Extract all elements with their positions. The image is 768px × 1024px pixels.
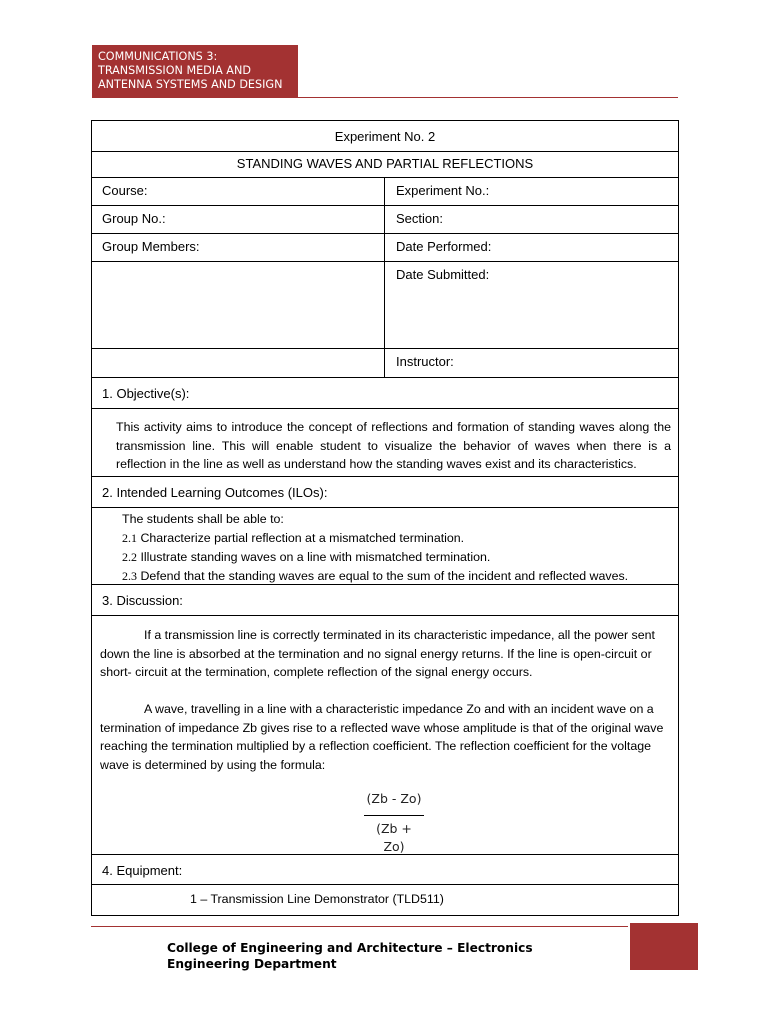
submitted-row	[92, 262, 678, 349]
footer-department: College of Engineering and Architecture – Electronics Engineering Department	[167, 941, 533, 971]
ilo-text: Defend that the standing waves are equal to the sum of the incident and reflected waves.	[140, 569, 629, 583]
formula-denominator: (Zb + Zo)	[376, 820, 412, 854]
ilo-number: 2.1	[122, 531, 137, 545]
instructor-field[interactable]: Instructor:	[396, 354, 454, 369]
course-row	[92, 178, 678, 206]
group-row	[92, 206, 678, 234]
group-members-field[interactable]: Group Members:	[92, 234, 385, 261]
discussion-body	[92, 616, 678, 855]
ilo-number: 2.3	[122, 569, 137, 583]
ilo-text: Characterize partial reflection at a mismatched termination.	[140, 531, 465, 545]
section-field[interactable]: Section:	[396, 211, 443, 226]
instructor-left-blank[interactable]	[92, 349, 385, 377]
header-line-3: ANTENNA SYSTEMS AND DESIGN	[98, 78, 283, 91]
footer-divider	[91, 926, 628, 927]
header-line-1: COMMUNICATIONS 3:	[98, 50, 218, 63]
discussion-heading: 3. Discussion:	[92, 585, 678, 616]
equipment-heading: 4. Equipment:	[92, 855, 678, 885]
discussion-paragraph-1: If a transmission line is correctly terminated in its characteristic impedance, all the power sent down the line is absorbed at the termination and no signal energy returns. If the line is open-circuit or short- circuit at the termination, complete reflection of the signal energy occurs.	[100, 628, 655, 679]
header-divider	[92, 97, 678, 98]
ilo-text: Illustrate standing waves on a line with mismatched termination.	[140, 550, 491, 564]
instructor-row	[92, 349, 678, 378]
course-header-banner	[92, 45, 298, 98]
experiment-title: Experiment No. 2	[92, 121, 678, 152]
list-item	[122, 548, 668, 567]
reflection-coefficient-formula	[364, 790, 424, 857]
header-line-2: TRANSMISSION MEDIA AND	[98, 64, 251, 77]
footer-accent-block	[630, 923, 698, 970]
list-item	[122, 529, 668, 548]
discussion-paragraph-2: A wave, travelling in a line with a characteristic impedance Zo and with an incident wave on a termination of impedance Zb gives rise to a reflected wave whose amplitude is that of the original wave reaching the termination multiplied by a reflection coefficient. The reflection coefficient for the voltage wave is determined by using the formula:	[100, 702, 664, 772]
list-item	[122, 567, 668, 586]
objective-text: This activity aims to introduce the concept of reflections and formation of standing waves along the transmission line. This will enable student to visualize the behavior of waves when there is a reflection in the line as well as understand how the standing waves exist and its characteristics.	[92, 409, 678, 477]
ilo-number: 2.2	[122, 550, 137, 564]
group-members-area[interactable]	[92, 262, 385, 348]
experiment-form	[91, 120, 679, 916]
ilo-heading: 2. Intended Learning Outcomes (ILOs):	[92, 477, 678, 508]
date-submitted-field[interactable]: Date Submitted:	[396, 267, 490, 282]
experiment-no-field[interactable]: Experiment No.:	[396, 183, 490, 198]
formula-numerator: (Zb - Zo)	[364, 790, 424, 816]
ilo-intro: The students shall be able to:	[122, 512, 284, 526]
ilo-body	[92, 508, 678, 585]
equipment-item: 1 – Transmission Line Demonstrator (TLD511)	[190, 892, 444, 906]
date-performed-field[interactable]: Date Performed:	[396, 239, 492, 254]
course-field[interactable]: Course:	[92, 178, 385, 205]
experiment-subtitle: STANDING WAVES AND PARTIAL REFLECTIONS	[92, 152, 678, 178]
objective-heading: 1. Objective(s):	[92, 378, 678, 409]
members-row	[92, 234, 678, 262]
group-no-field[interactable]: Group No.:	[92, 206, 385, 233]
